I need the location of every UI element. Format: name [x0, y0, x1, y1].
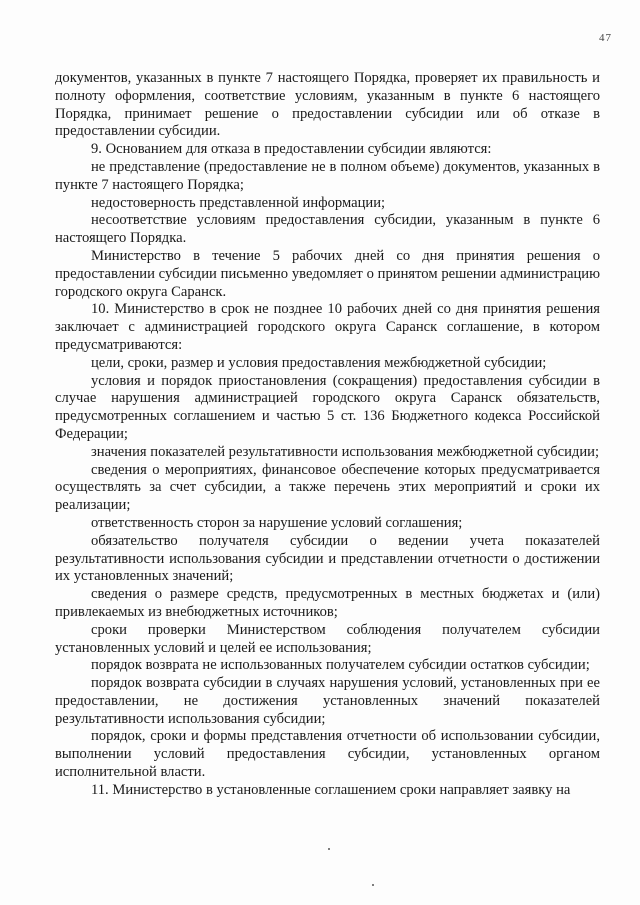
scan-speck — [328, 848, 330, 850]
paragraph-refusal-reason-3: несоответствие условиям предоставления субсидии, указанным в пункте 6 настоящего Порядка. — [55, 212, 600, 247]
paragraph-agreement-item-8: сроки проверки Министерством соблюдения получателем субсидии установленных условий и целей ее использования; — [55, 621, 600, 656]
paragraph-agreement-item-9: порядок возврата не использованных получателем субсидии остатков субсидии; — [91, 657, 590, 674]
paragraph-continuation: документов, указанных в пункте 7 настоящего Порядка, проверяет их правильность и полноту оформления, соответствие условиям, указанным в пункте 6 настоящего Порядка, принимает решение о предоставлении субсидии или об отказе в предоставлении субсидии. — [55, 70, 600, 140]
paragraph-refusal-reason-1: не представление (предоставление не в полном объеме) документов, указанных в пункте 7 настоящего Порядка; — [55, 158, 600, 193]
paragraph-agreement-item-11: порядок, сроки и формы представления отчетности об использовании субсидии, выполнении условий предоставления субсидии, установленных органом исполнительной власти. — [55, 728, 600, 781]
paragraph-agreement-item-6: обязательство получателя субсидии о ведении учета показателей результативности использования субсидии и представлении отчетности о достижении их установленных значений; — [55, 532, 600, 585]
page-number: 47 — [599, 32, 612, 44]
paragraph-clause-10: 10. Министерство в срок не позднее 10 рабочих дней со дня принятия решения заключает с администрацией городского округа Саранск соглашение, в котором предусматриваются: — [55, 301, 600, 353]
paragraph-clause-9: 9. Основанием для отказа в предоставлении субсидии являются: — [91, 141, 492, 158]
scan-speck — [372, 884, 374, 886]
paragraph-refusal-reason-2: недостоверность представленной информации; — [91, 194, 386, 211]
paragraph-agreement-item-4: сведения о мероприятиях, финансовое обеспечение которых предусматривается осуществлять за счет субсидии, а также перечень этих мероприятий и сроки их реализации; — [55, 461, 600, 514]
paragraph-agreement-item-10: порядок возврата субсидии в случаях нарушения условий, установленных при ее предоставлении, не достижения установленных значений показателей результативности использования субсидии; — [55, 675, 600, 727]
paragraph-agreement-item-3: значения показателей результативности использования межбюджетной субсидии; — [91, 443, 600, 460]
paragraph-notification: Министерство в течение 5 рабочих дней со дня принятия решения о предоставлении субсидии письменно уведомляет о принятом решении администрацию городского округа Саранск. — [55, 247, 600, 300]
paragraph-clause-11: 11. Министерство в установленные соглашением сроки направляет заявку на — [91, 781, 571, 798]
paragraph-agreement-item-7: сведения о размере средств, предусмотренных в местных бюджетах и (или) привлекаемых из внебюджетных источников; — [55, 586, 600, 620]
paragraph-agreement-item-2: условия и порядок приостановления (сокращения) предоставления субсидии в случае нарушения администрацией городского округа Саранск обязательств, предусмотренных соглашением и частью 5 ст. 136 Бюджетного кодекса Российской Федерации; — [55, 372, 600, 442]
paragraph-agreement-item-5: ответственность сторон за нарушение условий соглашения; — [91, 514, 463, 531]
document-body — [55, 70, 600, 800]
paragraph-agreement-item-1: цели, сроки, размер и условия предоставления межбюджетной субсидии; — [91, 354, 547, 371]
